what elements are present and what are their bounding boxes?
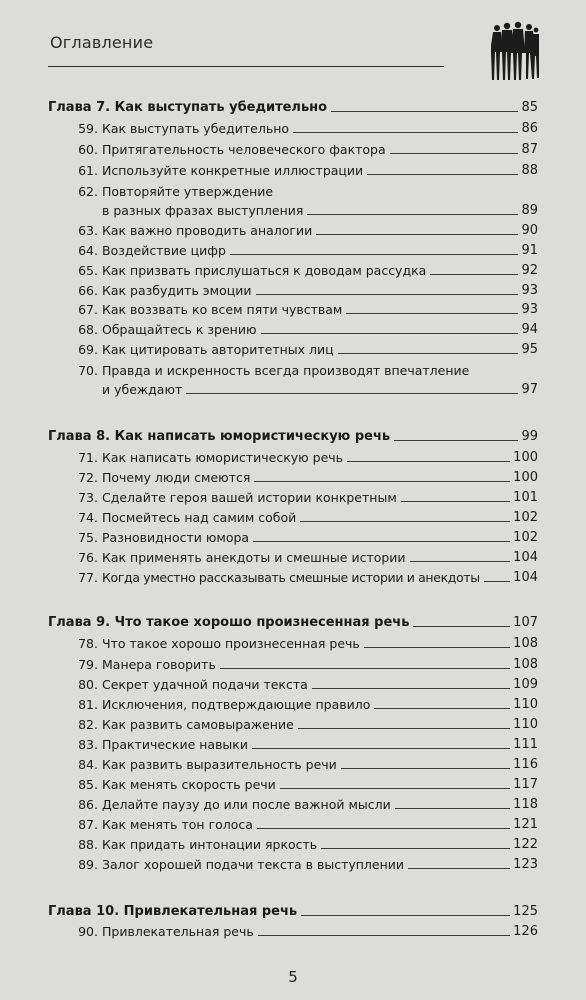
dot-leader xyxy=(300,521,510,522)
dot-leader xyxy=(364,647,510,648)
item-title: Когда уместно рассказывать смешные истории и анекдоты xyxy=(102,570,480,585)
item-title-line1: Правда и искренность всегда производят впечатление xyxy=(102,363,470,378)
item-number: 61. xyxy=(78,163,98,178)
page-number: 89 xyxy=(521,203,538,218)
item-number: 74. xyxy=(78,510,98,525)
item-title: Манера говорить xyxy=(102,657,216,672)
item-title: в разных фразах выступления xyxy=(102,203,304,218)
page-number: 110 xyxy=(513,717,538,732)
chapter-10-heading[interactable] xyxy=(48,900,538,919)
dot-leader xyxy=(338,353,519,354)
item-number: 64. xyxy=(78,243,98,258)
item-title: Как призвать прислушаться к доводам рассудка xyxy=(102,263,427,278)
dot-leader xyxy=(346,313,518,314)
page-number: 93 xyxy=(521,302,538,317)
chapter-title: Глава 8. Как написать юмористическую речь xyxy=(48,429,391,444)
page-number: 104 xyxy=(513,550,538,565)
item-number: 87. xyxy=(78,817,98,832)
dot-leader xyxy=(374,708,510,709)
item-title: Как воззвать ко всем пяти чувствам xyxy=(102,302,343,317)
dot-leader xyxy=(390,153,519,154)
dot-leader xyxy=(257,828,510,829)
page-number: 117 xyxy=(513,777,538,792)
toc-item-68[interactable] xyxy=(48,318,538,337)
toc-item-66[interactable] xyxy=(48,279,538,298)
toc-item-74[interactable] xyxy=(48,506,538,525)
item-number: 82. xyxy=(78,717,98,732)
dot-leader xyxy=(293,132,518,133)
item-title: Делайте паузу до или после важной мысли xyxy=(102,797,391,812)
item-number: 73. xyxy=(78,490,98,505)
toc-item-76[interactable] xyxy=(48,546,538,565)
toc-item-75[interactable] xyxy=(48,526,538,545)
item-number: 89. xyxy=(78,857,98,872)
item-number: 78. xyxy=(78,636,98,651)
item-number: 71. xyxy=(78,450,98,465)
item-number: 85. xyxy=(78,777,98,792)
page-number: 86 xyxy=(521,121,538,136)
item-title: Разновидности юмора xyxy=(102,530,250,545)
page-number: 100 xyxy=(513,450,538,465)
item-title: Практические навыки xyxy=(102,737,248,752)
toc-item-60[interactable] xyxy=(48,138,538,157)
page-number: 85 xyxy=(521,100,538,115)
toc-item-62[interactable] xyxy=(48,199,538,218)
chapter-title: Глава 9. Что такое хорошо произнесенная речь xyxy=(48,615,410,630)
toc-item-87[interactable] xyxy=(48,813,538,832)
item-number: 59. xyxy=(78,121,98,136)
chapter-8-heading[interactable] xyxy=(48,425,538,444)
item-number: 86. xyxy=(78,797,98,812)
item-title: Что такое хорошо произнесенная речь xyxy=(102,636,360,651)
dot-leader xyxy=(347,461,510,462)
item-number: 81. xyxy=(78,697,98,712)
item-number: 60. xyxy=(78,142,98,157)
header-divider xyxy=(48,66,444,67)
toc-item-62-line1[interactable] xyxy=(48,180,538,199)
toc-item-79[interactable] xyxy=(48,653,538,672)
toc-item-86[interactable] xyxy=(48,793,538,812)
toc-item-85[interactable] xyxy=(48,773,538,792)
item-title: Воздействие цифр xyxy=(102,243,226,258)
page-number: 123 xyxy=(513,857,538,872)
page-number: 101 xyxy=(513,490,538,505)
item-number: 90. xyxy=(78,924,98,939)
page-number: 116 xyxy=(513,757,538,772)
dot-leader xyxy=(256,294,519,295)
chapter-title: Глава 7. Как выступать убедительно xyxy=(48,100,328,115)
dot-leader xyxy=(186,393,518,394)
item-number: 68. xyxy=(78,322,98,337)
item-title: Посмейтесь над самим собой xyxy=(102,510,297,525)
item-title: Как развить самовыражение xyxy=(102,717,294,732)
item-number: 69. xyxy=(78,342,98,357)
item-title: Привлекательная речь xyxy=(102,924,254,939)
item-number: 79. xyxy=(78,657,98,672)
toc-item-78[interactable] xyxy=(48,632,538,651)
item-title: Сделайте героя вашей истории конкретным xyxy=(102,490,397,505)
item-title: Как выступать убедительно xyxy=(102,121,290,136)
toc-item-84[interactable] xyxy=(48,753,538,772)
item-title: Как развить выразительность речи xyxy=(102,757,337,772)
dot-leader xyxy=(258,935,510,936)
item-number: 66. xyxy=(78,283,98,298)
page-number: 110 xyxy=(513,697,538,712)
item-title: Почему люди смеются xyxy=(102,470,251,485)
people-silhouettes-icon xyxy=(491,16,539,86)
page-number: 88 xyxy=(521,163,538,178)
dot-leader xyxy=(307,214,518,215)
toc-item-70-line1[interactable] xyxy=(48,359,538,378)
item-number: 70. xyxy=(78,363,98,378)
dot-leader xyxy=(312,688,510,689)
toc-item-64[interactable] xyxy=(48,239,538,258)
page-number: 111 xyxy=(513,737,538,752)
toc-item-63[interactable] xyxy=(48,219,538,238)
toc-item-72[interactable] xyxy=(48,466,538,485)
toc-item-70[interactable] xyxy=(48,378,538,397)
dot-leader xyxy=(254,481,510,482)
item-number: 88. xyxy=(78,837,98,852)
chapter-title: Глава 10. Привлекательная речь xyxy=(48,904,298,919)
item-number: 63. xyxy=(78,223,98,238)
dot-leader xyxy=(321,848,510,849)
page-number: 102 xyxy=(513,510,538,525)
page-number: 95 xyxy=(521,342,538,357)
item-number: 83. xyxy=(78,737,98,752)
dot-leader xyxy=(401,501,510,502)
item-number: 77. xyxy=(78,570,98,585)
item-title: Как разбудить эмоции xyxy=(102,283,252,298)
page-number: 121 xyxy=(513,817,538,832)
toc-item-71[interactable] xyxy=(48,446,538,465)
item-number: 67. xyxy=(78,302,98,317)
page-header-title: Оглавление xyxy=(50,33,154,52)
item-number: 65. xyxy=(78,263,98,278)
item-title: Как менять тон голоса xyxy=(102,817,253,832)
item-number: 80. xyxy=(78,677,98,692)
dot-leader xyxy=(301,915,510,916)
dot-leader xyxy=(316,234,518,235)
item-title: Секрет удачной подачи текста xyxy=(102,677,308,692)
toc-item-80[interactable] xyxy=(48,673,538,692)
toc-item-89[interactable] xyxy=(48,853,538,872)
item-title: Как важно проводить аналогии xyxy=(102,223,313,238)
item-title: Как цитировать авторитетных лиц xyxy=(102,342,334,357)
item-title: Как менять скорость речи xyxy=(102,777,276,792)
dot-leader xyxy=(280,788,510,789)
dot-leader xyxy=(230,254,519,255)
dot-leader xyxy=(261,333,519,334)
item-number: 84. xyxy=(78,757,98,772)
toc-item-69[interactable] xyxy=(48,338,538,357)
dot-leader xyxy=(252,748,510,749)
toc-item-77[interactable] xyxy=(48,566,538,585)
page-number: 94 xyxy=(521,322,538,337)
page-number: 102 xyxy=(513,530,538,545)
page-number: 108 xyxy=(513,657,538,672)
page-number-footer: 5 xyxy=(288,968,298,986)
dot-leader xyxy=(331,111,518,112)
page-number: 118 xyxy=(513,797,538,812)
dot-leader xyxy=(253,541,510,542)
item-title-line1: Повторяйте утверждение xyxy=(102,184,274,199)
page-number: 100 xyxy=(513,470,538,485)
page-number: 108 xyxy=(513,636,538,651)
item-number: 62. xyxy=(78,184,98,199)
chapter-9-heading[interactable] xyxy=(48,611,538,630)
toc-item-65[interactable] xyxy=(48,259,538,278)
item-number: 72. xyxy=(78,470,98,485)
item-title: Используйте конкретные иллюстрации xyxy=(102,163,364,178)
dot-leader xyxy=(408,868,510,869)
page-number: 109 xyxy=(513,677,538,692)
toc-item-82[interactable] xyxy=(48,713,538,732)
dot-leader xyxy=(367,174,518,175)
page-number: 99 xyxy=(521,429,538,444)
dot-leader xyxy=(413,626,510,627)
page-number: 125 xyxy=(513,904,538,919)
item-title: Как применять анекдоты и смешные истории xyxy=(102,550,406,565)
dot-leader xyxy=(341,768,510,769)
item-title: Как придать интонации яркость xyxy=(102,837,318,852)
page-number: 104 xyxy=(513,570,538,585)
chapter-7-heading[interactable] xyxy=(48,96,538,115)
item-number: 75. xyxy=(78,530,98,545)
toc-item-90[interactable] xyxy=(48,920,538,939)
toc-item-83[interactable] xyxy=(48,733,538,752)
item-number: 76. xyxy=(78,550,98,565)
page-number: 92 xyxy=(521,263,538,278)
item-title: Залог хорошей подачи текста в выступлении xyxy=(102,857,405,872)
dot-leader xyxy=(395,808,510,809)
item-title: Притягательность человеческого фактора xyxy=(102,142,386,157)
dot-leader xyxy=(220,668,510,669)
page-number: 87 xyxy=(521,142,538,157)
toc-item-88[interactable] xyxy=(48,833,538,852)
page-number: 93 xyxy=(521,283,538,298)
page-number: 126 xyxy=(513,924,538,939)
dot-leader xyxy=(298,728,510,729)
dot-leader xyxy=(484,581,510,582)
item-title: Как написать юмористическую речь xyxy=(102,450,344,465)
dot-leader xyxy=(394,440,518,441)
item-title: и убеждают xyxy=(102,382,183,397)
toc-item-67[interactable] xyxy=(48,298,538,317)
toc-item-61[interactable] xyxy=(48,159,538,178)
page-number: 97 xyxy=(521,382,538,397)
page-number: 107 xyxy=(513,615,538,630)
dot-leader xyxy=(410,561,511,562)
toc-item-59[interactable] xyxy=(48,117,538,136)
toc-item-81[interactable] xyxy=(48,693,538,712)
item-title: Обращайтесь к зрению xyxy=(102,322,257,337)
toc-item-73[interactable] xyxy=(48,486,538,505)
page-number: 90 xyxy=(521,223,538,238)
page-number: 91 xyxy=(521,243,538,258)
dot-leader xyxy=(430,274,518,275)
page-number: 122 xyxy=(513,837,538,852)
item-title: Исключения, подтверждающие правило xyxy=(102,697,371,712)
